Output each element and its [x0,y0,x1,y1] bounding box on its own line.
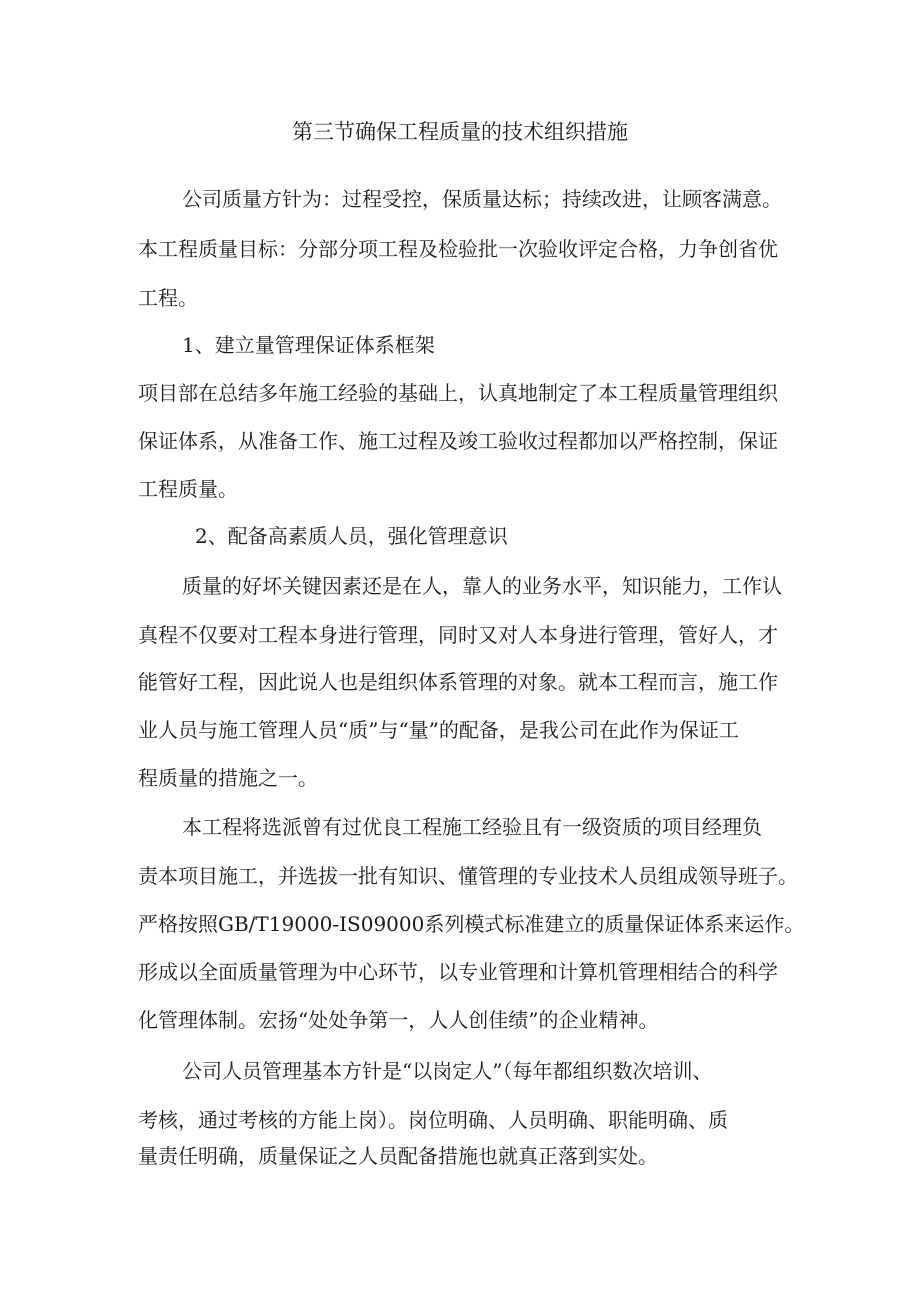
text-line: 量责任明确，质量保证之人员配备措施也就真正落到实处。 [138,1144,658,1168]
text-line: 化管理体制。宏扬“处处争第一，人人创佳绩”的企业精神。 [138,1008,659,1032]
text-line: 本工程质量目标：分部分项工程及检验批一次验收评定合格，力争创省优 [138,237,778,261]
text-line: 公司质量方针为：过程受控，保质量达标；持续改进，让顾客满意。 [182,187,782,211]
section-heading: 1、建立量管理保证体系框架 [182,333,435,357]
text-line: 程质量的措施之一。 [138,766,318,790]
text-line: 能管好工程，因此说人也是组织体系管理的对象。就本工程而言，施工作 [138,670,778,694]
text-line: 考核，通过考核的方能上岗）。岗位明确、人员明确、职能明确、质 [138,1108,728,1132]
text-line: 形成以全面质量管理为中心环节，以专业管理和计算机管理相结合的科学 [138,960,778,984]
text-line: 质量的好坏关键因素还是在人，靠人的业务水平，知识能力，工作认 [182,574,782,598]
text-line: 公司人员管理基本方针是“以岗定人”（每年都组织数次培训、 [182,1059,713,1083]
text-line: 真程不仅要对工程本身进行管理，同时又对人本身进行管理，管好人，才 [138,623,778,647]
text-line: 保证体系，从准备工作、施工过程及竣工验收过程都加以严格控制，保证 [138,429,778,453]
page-title: 第三节确保工程质量的技术组织措施 [292,120,628,144]
text-line: 工程。 [138,286,198,310]
text-line: 责本项目施工，并选拔一批有知识、懂管理的专业技术人员组成领导班子。 [138,864,798,888]
text-line: 业人员与施工管理人员“质”与“量”的配备，是我公司在此作为保证工 [138,718,739,742]
text-line: 严格按照GB/T19000-IS09000系列模式标准建立的质量保证体系来运作。 [138,912,805,936]
text-line: 本工程将选派曾有过优良工程施工经验且有一级资质的项目经理负 [182,815,762,839]
section-heading: 2、配备高素质人员，强化管理意识 [195,524,508,548]
text-line: 工程质量。 [138,477,238,501]
text-line: 项目部在总结多年施工经验的基础上，认真地制定了本工程质量管理组织 [138,381,778,405]
